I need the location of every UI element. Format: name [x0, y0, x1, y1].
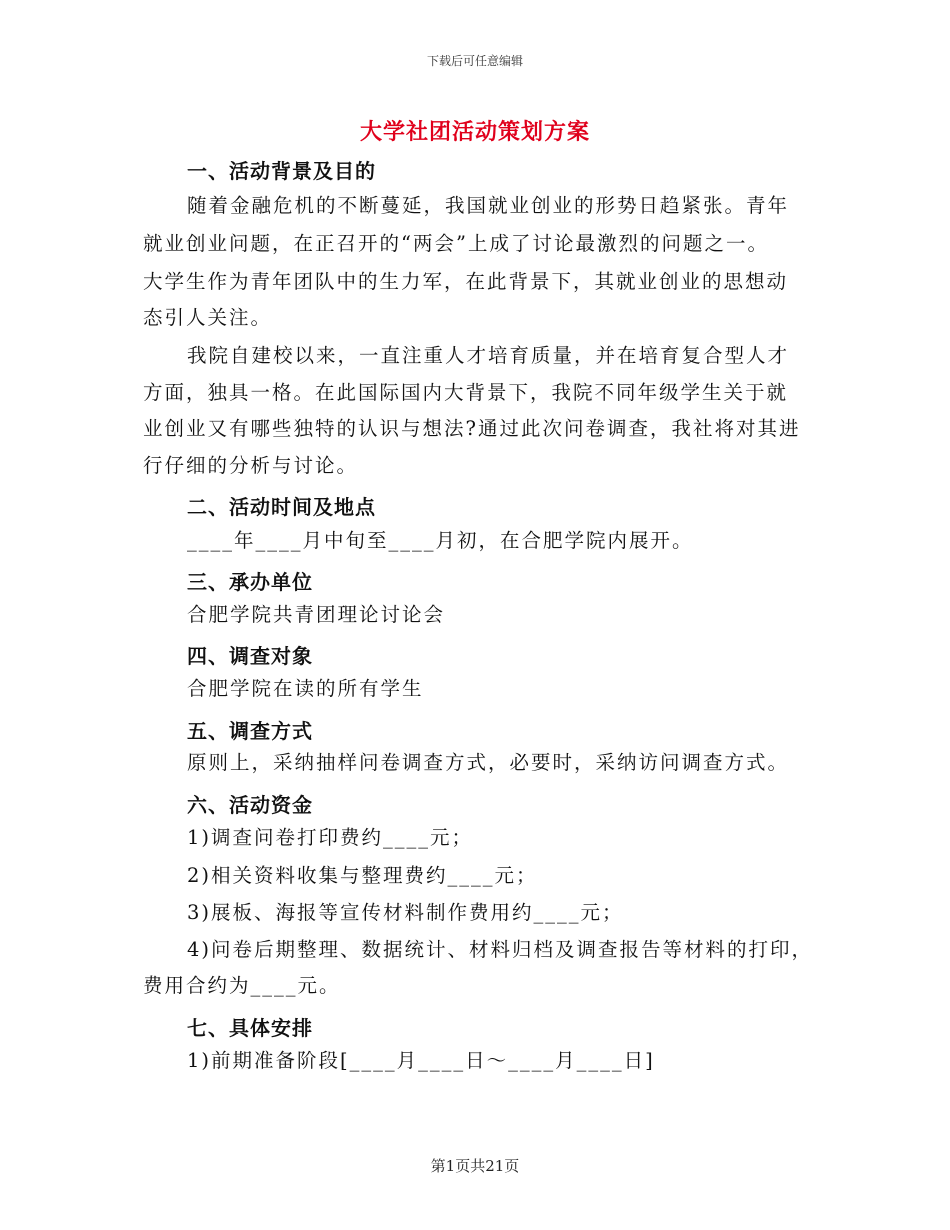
time-place-text: ____年____月中旬至____月初，在合肥学院内展开。 [187, 529, 694, 552]
section-heading-survey-target: 四、调查对象 [187, 644, 313, 668]
section-heading-survey-method: 五、调查方式 [187, 719, 313, 743]
paragraph-line: 态引人关注。 [143, 306, 273, 329]
paragraph-line: 方面，独具一格。在此国际国内大背景下，我院不同年级学生关于就 [143, 381, 789, 404]
section-heading-schedule: 七、具体安排 [187, 1016, 313, 1040]
page-header-note: 下载后可任意编辑 [426, 54, 523, 68]
document-title: 大学社团活动策划方案 [359, 120, 590, 145]
section-heading-funding: 六、活动资金 [187, 793, 313, 817]
survey-target-text: 合肥学院在读的所有学生 [187, 677, 424, 700]
paragraph-line: 业创业又有哪些独特的认识与想法?通过此次问卷调查，我社将对其进 [143, 417, 801, 440]
survey-method-text: 原则上，采纳抽样问卷调查方式，必要时，采纳访问调查方式。 [187, 751, 790, 774]
funding-item: 4)问卷后期整理、数据统计、材料归档及调查报告等材料的打印， [187, 938, 814, 961]
organizer-text: 合肥学院共青团理论讨论会 [187, 603, 446, 626]
section-heading-time-place: 二、活动时间及地点 [187, 495, 376, 519]
section-heading-organizer: 三、承办单位 [187, 570, 313, 594]
paragraph-line: 我院自建校以来，一直注重人才培育质量，并在培育复合型人才 [187, 344, 790, 367]
paragraph-line: 大学生作为青年团队中的生力军，在此背景下，其就业创业的思想动 [143, 270, 789, 293]
section-heading-background: 一、活动背景及目的 [187, 159, 376, 183]
page-number: 第1页共21页 [430, 1157, 520, 1175]
paragraph-line: 随着金融危机的不断蔓延，我国就业创业的形势日趋紧张。青年 [187, 194, 790, 217]
funding-item-continuation: 费用合约为____元。 [143, 974, 341, 997]
schedule-item: 1)前期准备阶段[____月____日～____月____日] [187, 1049, 655, 1072]
paragraph-line: 就业创业问题，在正召开的“两会”上成了讨论最激烈的问题之一。 [143, 232, 769, 255]
funding-item: 3)展板、海报等宣传材料制作费用约____元； [187, 901, 624, 924]
funding-item: 2)相关资料收集与整理费约____元； [187, 864, 538, 887]
funding-item: 1)调查问卷打印费约____元； [187, 826, 474, 849]
paragraph-line: 行仔细的分析与讨论。 [143, 454, 359, 477]
